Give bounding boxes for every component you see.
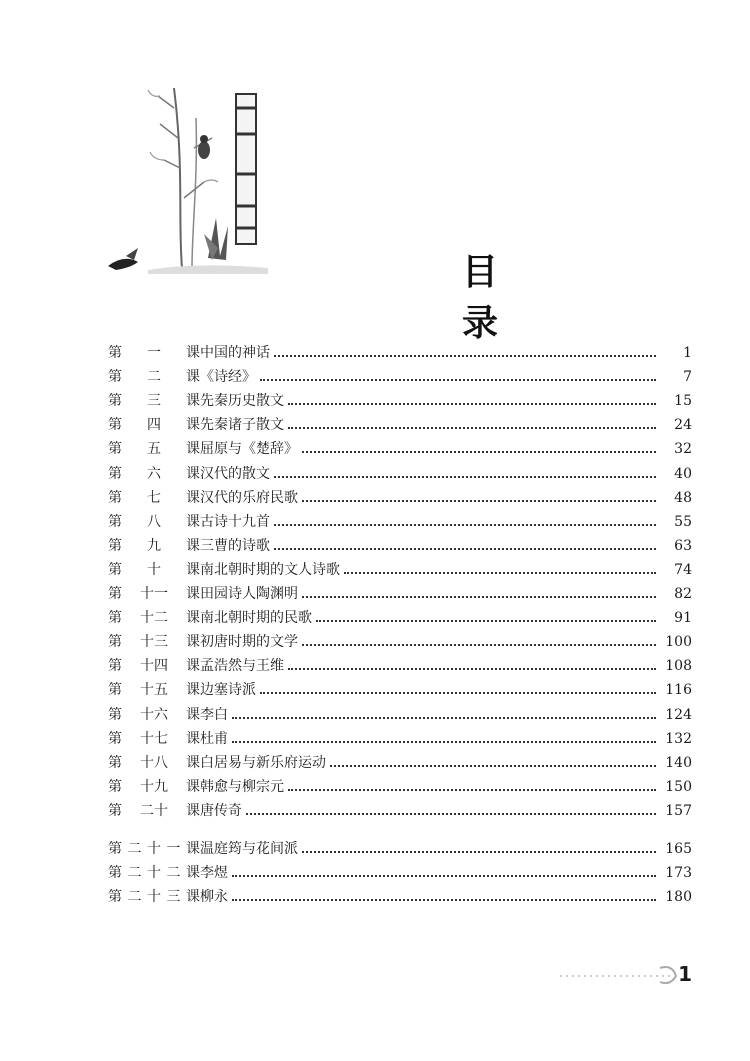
dot-leader	[344, 572, 656, 574]
lesson-title: 屈原与《楚辞》	[200, 441, 298, 458]
toc-entry	[108, 555, 692, 579]
lesson-page-number: 140	[665, 754, 692, 771]
lesson-number: 第 五 课	[108, 441, 200, 458]
lesson-title: 南北朝时期的民歌	[200, 610, 312, 627]
dot-leader	[232, 899, 656, 901]
dot-leader	[232, 875, 656, 877]
ink-painting-illustration	[108, 78, 268, 274]
lesson-number: 第 七 课	[108, 489, 200, 506]
lesson-title: 李煜	[200, 865, 228, 882]
toc-entry	[108, 882, 692, 906]
toc-entry	[108, 858, 692, 882]
dot-leader	[288, 427, 656, 429]
toc-entry	[108, 675, 692, 699]
toc-entry	[108, 579, 692, 603]
dot-leader	[288, 789, 656, 791]
toc-entry	[108, 627, 692, 651]
lesson-number: 第 十四 课	[108, 658, 200, 675]
lesson-page-number: 32	[674, 441, 692, 458]
lesson-title: 边塞诗派	[200, 682, 256, 699]
lesson-title: 汉代的散文	[200, 465, 270, 482]
dot-leader	[316, 620, 656, 622]
dot-leader	[274, 548, 656, 550]
dot-leader	[288, 668, 656, 670]
lesson-number: 第 十六 课	[108, 706, 200, 723]
lesson-title: 三曹的诗歌	[200, 537, 270, 554]
dot-leader	[302, 451, 656, 453]
lesson-number: 第 八 课	[108, 513, 200, 530]
lesson-title: 古诗十九首	[200, 513, 270, 530]
dot-leader	[260, 379, 656, 381]
lesson-title: 唐传奇	[200, 802, 242, 819]
lesson-page-number: 82	[674, 586, 692, 603]
page-title: 目 录	[462, 252, 521, 344]
lesson-title: 韩愈与柳宗元	[200, 778, 284, 795]
lesson-title: 温庭筠与花间派	[200, 840, 298, 857]
lesson-page-number: 7	[683, 369, 692, 386]
lesson-number: 第 十 课	[108, 561, 200, 578]
lesson-number: 第 十七 课	[108, 730, 200, 747]
dot-leader	[302, 500, 656, 502]
lesson-page-number: 180	[665, 889, 692, 906]
lesson-page-number: 157	[665, 802, 692, 819]
lesson-number: 第 二 十 一 课	[108, 840, 200, 857]
dot-leader	[232, 717, 656, 719]
lesson-number: 第 六 课	[108, 465, 200, 482]
toc-entry	[108, 834, 692, 858]
lesson-number: 第 十二 课	[108, 610, 200, 627]
toc-group-2	[108, 834, 692, 906]
lesson-number: 第 十三 课	[108, 634, 200, 651]
toc-entry	[108, 772, 692, 796]
toc-entry	[108, 507, 692, 531]
lesson-page-number: 63	[674, 537, 692, 554]
toc-group-1	[108, 338, 692, 820]
lesson-number: 第 二 课	[108, 369, 200, 386]
toc-entry	[108, 458, 692, 482]
lesson-page-number: 48	[674, 489, 692, 506]
lesson-page-number: 108	[665, 658, 692, 675]
lesson-title: 田园诗人陶渊明	[200, 586, 298, 603]
lesson-page-number: 74	[674, 561, 692, 578]
toc-entry	[108, 748, 692, 772]
lesson-page-number: 173	[665, 865, 692, 882]
dot-leader	[232, 741, 656, 743]
lesson-number: 第 四 课	[108, 417, 200, 434]
lesson-title: 杜甫	[200, 730, 228, 747]
dot-leader	[274, 524, 656, 526]
lesson-page-number: 165	[665, 840, 692, 857]
lesson-number: 第 十九 课	[108, 778, 200, 795]
lesson-number: 第 十八 课	[108, 754, 200, 771]
toc-entry	[108, 724, 692, 748]
toc-entry	[108, 531, 692, 555]
toc-entry	[108, 603, 692, 627]
lesson-number: 第 二 十 三 课	[108, 889, 200, 906]
lesson-number: 第 二十 课	[108, 802, 200, 819]
lesson-page-number: 24	[674, 417, 692, 434]
lesson-page-number: 100	[665, 634, 692, 651]
lesson-page-number: 1	[683, 345, 692, 362]
dot-leader	[302, 851, 656, 853]
lesson-number: 第 二 十 二 课	[108, 865, 200, 882]
lesson-title: 柳永	[200, 889, 228, 906]
toc-entry	[108, 386, 692, 410]
dot-leader	[330, 765, 656, 767]
dot-leader	[302, 596, 656, 598]
lesson-page-number: 132	[665, 730, 692, 747]
lesson-title: 《诗经》	[200, 369, 256, 386]
lesson-number: 第 三 课	[108, 393, 200, 410]
dot-leader	[246, 813, 656, 815]
toc-entry	[108, 362, 692, 386]
lesson-title: 初唐时期的文学	[200, 634, 298, 651]
table-of-contents	[108, 338, 692, 906]
lesson-page-number: 91	[674, 610, 692, 627]
dot-leader	[302, 644, 656, 646]
toc-entry	[108, 796, 692, 820]
lesson-title: 孟浩然与王维	[200, 658, 284, 675]
lesson-title: 白居易与新乐府运动	[200, 754, 326, 771]
lesson-page-number: 124	[665, 706, 692, 723]
lesson-number: 第 十五 课	[108, 682, 200, 699]
toc-entry	[108, 434, 692, 458]
lesson-page-number: 116	[665, 682, 692, 699]
lesson-title: 先秦历史散文	[200, 393, 284, 410]
toc-entry	[108, 410, 692, 434]
dot-leader	[260, 692, 656, 694]
lesson-number: 第 九 课	[108, 537, 200, 554]
lesson-page-number: 40	[674, 465, 692, 482]
lesson-number: 第 十一 课	[108, 586, 200, 603]
lesson-title: 南北朝时期的文人诗歌	[200, 561, 340, 578]
lesson-title: 先秦诸子散文	[200, 417, 284, 434]
page-number: 1	[678, 962, 692, 986]
dot-leader	[274, 355, 656, 357]
lesson-page-number: 15	[674, 393, 692, 410]
lesson-page-number: 55	[674, 513, 692, 530]
lesson-title: 汉代的乐府民歌	[200, 489, 298, 506]
lesson-number: 第 一 课	[108, 345, 200, 362]
lesson-page-number: 150	[665, 778, 692, 795]
dot-leader	[288, 403, 656, 405]
toc-entry	[108, 338, 692, 362]
toc-entry	[108, 483, 692, 507]
lesson-title: 中国的神话	[200, 345, 270, 362]
lesson-title: 李白	[200, 706, 228, 723]
toc-entry	[108, 699, 692, 723]
dot-leader	[274, 476, 656, 478]
toc-entry	[108, 651, 692, 675]
